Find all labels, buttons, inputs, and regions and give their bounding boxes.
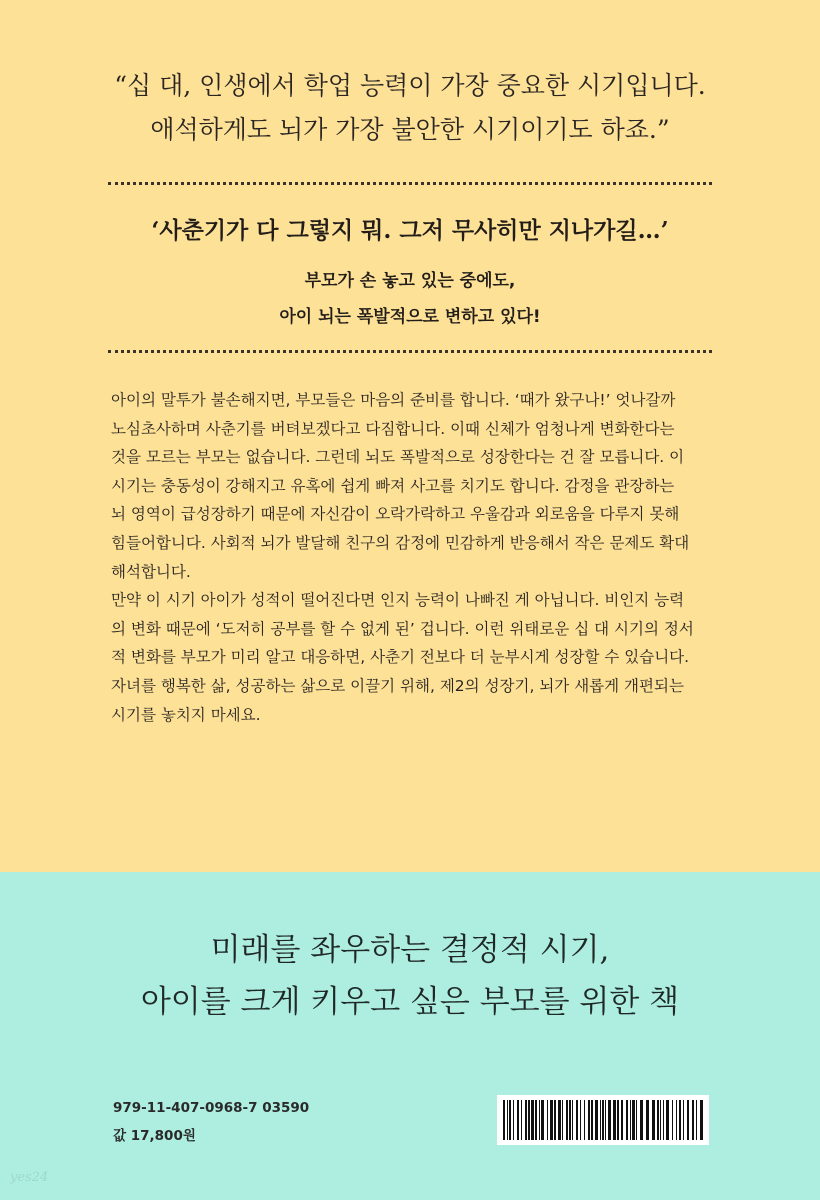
barcode-bar <box>509 1100 511 1140</box>
barcode-bar <box>696 1100 697 1140</box>
barcode-bar <box>600 1100 601 1140</box>
barcode-bar <box>636 1100 637 1140</box>
barcode-bar <box>507 1100 508 1140</box>
body-line: 의 변화 때문에 ‘도저히 공부를 할 수 없게 된’ 겁니다. 이런 위태로운 십 대 시기의 정서 <box>111 619 694 638</box>
barcode-bar <box>687 1100 689 1140</box>
barcode-bar <box>613 1100 616 1140</box>
barcode-bar <box>646 1100 649 1140</box>
body-line: 것을 모르는 부모는 없습니다. 그런데 뇌도 폭발적으로 성장한다는 건 잘 모릅니다. 이 <box>111 448 685 467</box>
body-line: 자녀를 행복한 삶, 성공하는 삶으로 이끌기 위해, 제2의 성장기, 뇌가 새롭게 개편되는 <box>111 676 684 695</box>
opening-quote-line-2: 애석하게도 뇌가 가장 불안한 시기이기도 하죠.” <box>150 115 670 144</box>
barcode-bar <box>692 1100 694 1140</box>
tagline-line-1: 미래를 좌우하는 결정적 시기, <box>210 932 610 968</box>
bottom-panel <box>0 872 820 1200</box>
barcode-bar <box>626 1100 628 1140</box>
barcode-bar <box>562 1100 563 1140</box>
barcode-bar <box>591 1100 593 1140</box>
barcode-bar <box>528 1100 530 1140</box>
barcode-bar <box>605 1100 606 1140</box>
barcode-bar <box>569 1100 571 1140</box>
barcode-icon <box>497 1095 709 1145</box>
isbn-number: 979-11-407-0968-7 03590 <box>113 1100 310 1116</box>
barcode-bar <box>660 1100 661 1140</box>
body-line: 힘들어합니다. 사회적 뇌가 발달해 친구의 감정에 민감하게 반응해서 작은 문제도 확대 <box>111 533 690 552</box>
barcode-bar <box>576 1100 578 1140</box>
barcode-bar <box>566 1100 568 1140</box>
barcode-bar <box>630 1100 631 1140</box>
tagline-line-2: 아이를 크게 키우고 싶은 부모를 위한 책 <box>140 984 680 1020</box>
barcode-bar <box>676 1100 677 1140</box>
barcode-bar <box>558 1100 561 1140</box>
subheadline-line-2: 아이 뇌는 폭발적으로 변하고 있다! <box>279 307 541 327</box>
body-line: 만약 이 시기 아이가 성적이 떨어진다면 인지 능력이 나빠진 게 아닙니다. 비인지 능력 <box>111 591 685 610</box>
opening-quote-line-1: “십 대, 인생에서 학업 능력이 가장 중요한 시기입니다. <box>114 71 706 100</box>
body-line: 뇌 영역이 급성장하기 때문에 자신감이 오락가락하고 우울감과 외로움을 다루지 못해 <box>111 505 680 524</box>
barcode-bar <box>657 1100 659 1140</box>
barcode-bar <box>679 1100 681 1140</box>
barcode-bar <box>700 1100 703 1140</box>
subheadline-line-1: 부모가 손 놓고 있는 중에도, <box>304 271 516 291</box>
barcode-bar <box>550 1100 553 1140</box>
barcode-bar <box>621 1100 623 1140</box>
barcode-bar <box>617 1100 619 1140</box>
barcode-bar <box>541 1100 544 1140</box>
body-line: 노심초사하며 사춘기를 버텨보겠다고 다짐합니다. 이때 신체가 엄청나게 변화한다는 <box>111 419 675 438</box>
barcode-bar <box>539 1100 540 1140</box>
barcode-bar <box>517 1100 519 1140</box>
body-line: 시기는 충동성이 강해지고 유혹에 쉽게 빠져 사고를 치기도 합니다. 감정을 관장하는 <box>111 476 675 495</box>
dotted-divider-bottom <box>108 350 712 353</box>
watermark-logo: yes24 <box>10 1170 49 1185</box>
price-label: 값 17,800원 <box>113 1128 196 1144</box>
barcode-bar <box>652 1100 655 1140</box>
barcode-bar <box>584 1100 585 1140</box>
barcode-bar <box>525 1100 527 1140</box>
barcode-bar <box>588 1100 590 1140</box>
barcode-bar <box>513 1100 514 1140</box>
barcode-bar <box>521 1100 522 1140</box>
barcode-bar <box>683 1100 684 1140</box>
barcode-bar <box>663 1100 664 1140</box>
barcode-bar <box>632 1100 635 1140</box>
dotted-divider-top <box>108 182 712 185</box>
barcode-bar <box>672 1100 673 1140</box>
barcode-bar <box>503 1100 505 1140</box>
headline: ‘사춘기가 다 그렇지 뭐. 그저 무사히만 지나가길…’ <box>151 217 669 244</box>
barcode-bar <box>547 1100 548 1140</box>
barcode-bar <box>535 1100 537 1140</box>
barcode-bar <box>602 1100 604 1140</box>
barcode <box>497 1095 709 1145</box>
body-text <box>111 386 715 729</box>
barcode-bar <box>595 1100 598 1140</box>
barcode-bar <box>640 1100 643 1140</box>
barcode-bar <box>554 1100 556 1140</box>
body-line: 적 변화를 부모가 미리 알고 대응하면, 사춘기 전보다 더 눈부시게 성장할 수 있습니다. <box>111 648 690 667</box>
body-line: 시기를 놓치지 마세요. <box>111 705 261 724</box>
body-line: 아이의 말투가 불손해지면, 부모들은 마음의 준비를 합니다. ‘때가 왔구나!’ 엇나갈까 <box>111 391 676 409</box>
barcode-bar <box>580 1100 581 1140</box>
barcode-bar <box>666 1100 669 1140</box>
barcode-bar <box>572 1100 573 1140</box>
barcode-bar <box>608 1100 611 1140</box>
body-line: 해석합니다. <box>111 562 191 581</box>
barcode-bar <box>531 1100 534 1140</box>
